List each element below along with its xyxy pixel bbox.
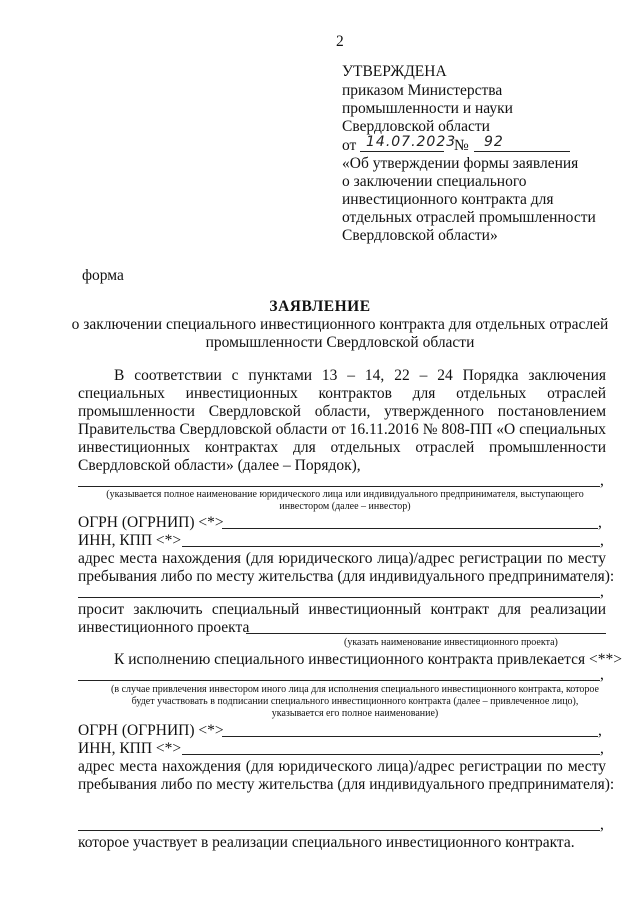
intro-line: промышленности Свердловской области, утвержденного постановлением xyxy=(78,403,606,420)
approval-subject-line: инвестиционного контракта для xyxy=(342,191,554,208)
ogrn-label-2: ОГРН (ОГРНИП) <*> xyxy=(78,722,224,739)
approval-subject-line: «Об утверждении формы заявления xyxy=(342,155,579,172)
ogrn-field[interactable] xyxy=(222,528,598,529)
approval-line: приказом Министерства xyxy=(342,82,503,99)
document-subtitle-line: промышленности Свердловской области xyxy=(205,334,475,351)
attracted-hint-line: (в случае привлечения инвестором иного лица для исполнения специального инвестиционного контракта, которое xyxy=(111,684,599,695)
address-field[interactable] xyxy=(78,597,600,598)
intro-line: Правительства Свердловской области от 16.11.2016 № 808-ПП «О специальных xyxy=(78,421,606,438)
comma: , xyxy=(600,666,604,683)
address-label: адрес места нахождения (для юридического лица)/адрес регистрации по месту xyxy=(78,550,606,567)
document-subtitle-line: о заключении специального инвестиционного контракта для отдельных отраслей xyxy=(71,316,609,333)
date-underline xyxy=(360,151,444,152)
approval-number: 92 xyxy=(484,134,504,150)
project-name-field[interactable] xyxy=(246,633,606,634)
approval-subject-line: Свердловской области» xyxy=(342,227,498,244)
intro-line: инвестиционных контрактах для отдельных отраслей промышленности xyxy=(78,439,606,456)
comma: , xyxy=(600,532,604,549)
comma: , xyxy=(600,740,604,757)
comma: , xyxy=(598,514,602,531)
investor-hint-line: (указывается полное наименование юридического лица или индивидуального предпринимателя, выступающего xyxy=(106,489,584,500)
address-label-2: пребывания либо по месту жительства (для индивидуального предпринимателя): xyxy=(78,776,615,793)
investor-hint-line: инвестором (далее – инвестор) xyxy=(279,501,411,512)
document-title: ЗАЯВЛЕНИЕ xyxy=(269,298,371,315)
address-label-2: адрес места нахождения (для юридического лица)/адрес регистрации по месту xyxy=(78,758,606,775)
attracted-line: К исполнению специального инвестиционного контракта привлекается <**> xyxy=(114,651,622,668)
address-field-2[interactable] xyxy=(78,830,600,831)
approval-date: 14.07.2023 xyxy=(366,134,457,150)
inn-field[interactable] xyxy=(182,546,600,547)
request-line: просит заключить специальный инвестиционный контракт для реализации xyxy=(78,601,606,618)
ogrn-field-2[interactable] xyxy=(222,736,598,737)
investor-name-line[interactable] xyxy=(78,486,600,487)
request-line: инвестиционного проекта xyxy=(78,619,250,636)
intro-line: В соответствии с пунктами 13 – 14, 22 – 24 Порядка заключения xyxy=(114,367,606,384)
closing-text: которое участвует в реализации специального инвестиционного контракта. xyxy=(78,834,575,851)
comma: , xyxy=(600,816,604,833)
ogrn-label: ОГРН (ОГРНИП) <*> xyxy=(78,514,224,531)
attracted-name-field[interactable] xyxy=(78,680,600,681)
page-number: 2 xyxy=(336,33,344,50)
comma: , xyxy=(600,472,604,489)
approval-date-prefix: от xyxy=(342,137,357,154)
comma: , xyxy=(600,583,604,600)
intro-line: специальных инвестиционных контрактов для отдельных отраслей xyxy=(78,385,606,402)
inn-field-2[interactable] xyxy=(182,754,600,755)
project-hint: (указать наименование инвестиционного проекта) xyxy=(344,637,558,648)
comma: , xyxy=(598,722,602,739)
inn-label: ИНН, КПП <*> xyxy=(78,532,182,549)
intro-line: Свердловской области» (далее – Порядок), xyxy=(78,457,361,474)
number-underline xyxy=(474,151,570,152)
approval-subject-line: отдельных отраслей промышленности xyxy=(342,209,596,226)
inn-label-2: ИНН, КПП <*> xyxy=(78,740,182,757)
address-label: пребывания либо по месту жительства (для индивидуального предпринимателя): xyxy=(78,568,615,585)
approval-title: УТВЕРЖДЕНА xyxy=(342,63,447,80)
form-label: форма xyxy=(82,267,124,284)
approval-number-prefix: № xyxy=(454,137,469,154)
approval-line: Свердловской области xyxy=(342,118,490,135)
approval-line: промышленности и науки xyxy=(342,100,513,117)
attracted-hint-line: указывается его полное наименование) xyxy=(271,708,439,719)
approval-subject-line: о заключении специального xyxy=(342,173,527,190)
attracted-hint-line: будет участвовать в подписании специального инвестиционного контракта (далее – привлеченное лицо), xyxy=(131,696,579,707)
